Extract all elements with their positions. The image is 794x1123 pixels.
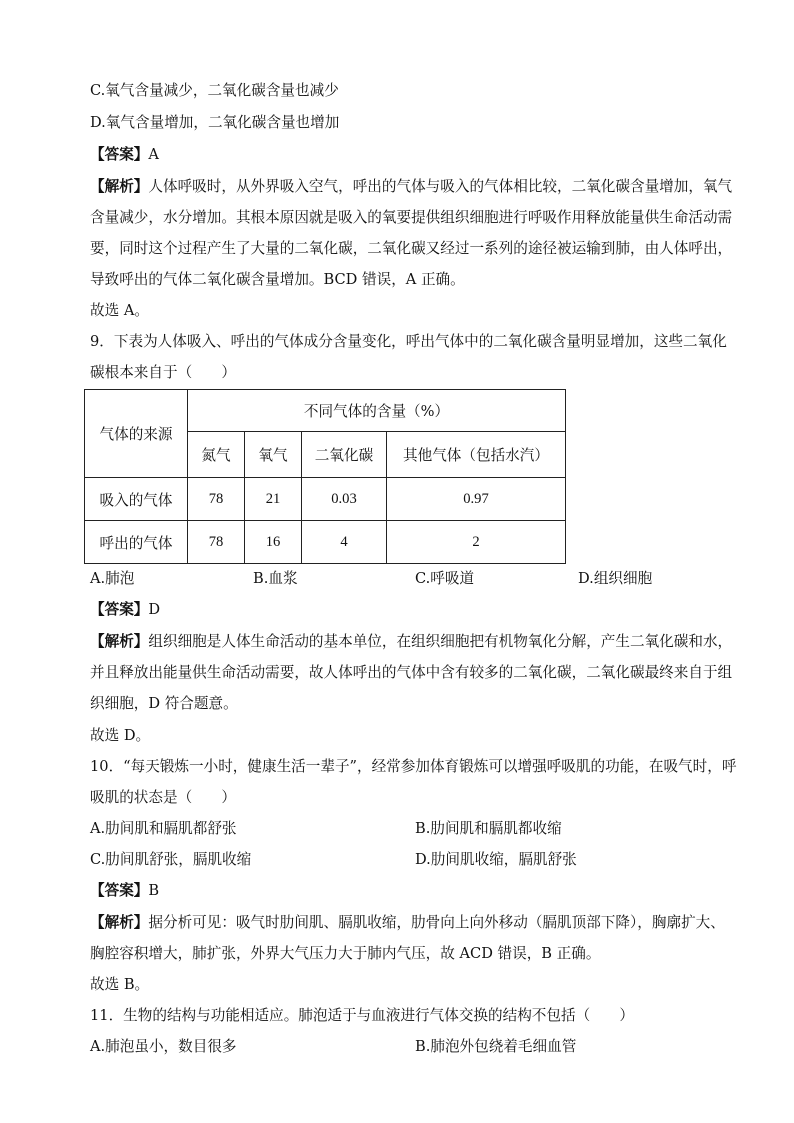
table-cell: 21 xyxy=(245,478,302,521)
q9-analysis-line-3: 织细胞，D 符合题意。 xyxy=(90,695,238,712)
q10-option-b: B.肋间肌和膈肌都收缩 xyxy=(415,820,562,837)
row-label: 呼出的气体 xyxy=(85,521,188,564)
q9-option-c: C.呼吸道 xyxy=(415,570,475,587)
q10-stem-line-2: 吸肌的状态是（ ） xyxy=(90,789,236,806)
q11-stem: 11．生物的结构与功能相适应。肺泡适于与血液进行气体交换的结构不包括（ ） xyxy=(90,1007,634,1024)
analysis-tag: 【解析】 xyxy=(90,633,149,650)
q11-option-a: A.肺泡虽小，数目很多 xyxy=(90,1038,237,1055)
q9-option-b: B.血浆 xyxy=(253,570,298,587)
q9-option-a: A.肺泡 xyxy=(90,570,135,587)
q9-stem-line-2: 碳根本来自于（ ） xyxy=(90,364,236,381)
table-cell: 4 xyxy=(302,521,387,564)
q8-analysis-line-4: 导致呼出的气体二氧化碳含量增加。BCD 错误，A 正确。 xyxy=(90,271,465,288)
column-header: 氮气 xyxy=(188,432,245,478)
analysis-text: 组织细胞是人体生命活动的基本单位，在组织细胞把有机物氧化分解，产生二氧化碳和水， xyxy=(148,633,733,650)
gas-composition-table xyxy=(84,389,566,564)
analysis-tag: 【解析】 xyxy=(90,178,149,195)
q9-answer xyxy=(90,600,160,620)
q8-analysis-line-2: 含量减少，水分增加。其根本原因就是吸入的氧要提供组织细胞进行呼吸作用释放能量供生命活动需 xyxy=(90,209,733,226)
answer-value: D xyxy=(148,601,161,618)
column-header: 二氧化碳 xyxy=(302,432,387,478)
q9-stem-line-1: 9．下表为人体吸入、呼出的气体成分含量变化，呼出气体中的二氧化碳含量明显增加，这些二氧化 xyxy=(90,333,727,350)
q10-answer xyxy=(90,881,159,901)
table-cell: 0.03 xyxy=(302,478,387,521)
table-cell: 2 xyxy=(387,521,566,564)
q8-conclusion: 故选 A。 xyxy=(90,302,149,319)
q8-option-d: D.氧气含量增加，二氧化碳含量也增加 xyxy=(90,114,340,131)
q10-stem-line-1: 10．“每天锻炼一小时，健康生活一辈子”，经常参加体育锻炼可以增强呼吸肌的功能，在吸气时，呼 xyxy=(90,758,737,775)
analysis-text: 据分析可见：吸气时肋间肌、膈肌收缩，肋骨向上向外移动（膈肌顶部下降），胸廓扩大、 xyxy=(148,914,725,931)
q10-option-a: A.肋间肌和膈肌都舒张 xyxy=(90,820,237,837)
q9-conclusion: 故选 D。 xyxy=(90,727,151,744)
table-cell: 78 xyxy=(188,521,245,564)
q9-option-d: D.组织细胞 xyxy=(578,570,653,587)
table-cell: 16 xyxy=(245,521,302,564)
analysis-text: 人体呼吸时，从外界吸入空气，呼出的气体与吸入的气体相比较，二氧化碳含量增加，氧气 xyxy=(148,178,733,195)
q8-answer xyxy=(90,145,159,165)
table-row xyxy=(85,521,566,564)
row-label: 吸入的气体 xyxy=(85,478,188,521)
q9-analysis-line-1 xyxy=(90,632,732,652)
q8-option-c: C.氧气含量减少，二氧化碳含量也减少 xyxy=(90,82,339,99)
q10-analysis-line-1 xyxy=(90,913,725,933)
answer-value: A xyxy=(148,146,159,163)
column-header: 氧气 xyxy=(245,432,302,478)
table-cell: 0.97 xyxy=(387,478,566,521)
answer-tag: 【答案】 xyxy=(90,882,149,899)
answer-tag: 【答案】 xyxy=(90,146,149,163)
analysis-tag: 【解析】 xyxy=(90,914,149,931)
column-header: 其他气体（包括水汽） xyxy=(387,432,566,478)
q10-option-d: D.肋间肌收缩，膈肌舒张 xyxy=(415,851,577,868)
q8-analysis-line-3: 要，同时这个过程产生了大量的二氧化碳，二氧化碳又经过一系列的途径被运输到肺，由人体呼出， xyxy=(90,240,733,257)
q10-conclusion: 故选 B。 xyxy=(90,976,150,993)
table-cell: 78 xyxy=(188,478,245,521)
q11-option-b: B.肺泡外包绕着毛细血管 xyxy=(415,1038,577,1055)
table-row xyxy=(85,478,566,521)
q8-analysis-line-1 xyxy=(90,177,732,197)
answer-tag: 【答案】 xyxy=(90,601,149,618)
table-corner-header: 气体的来源 xyxy=(85,390,188,478)
q9-analysis-line-2: 并且释放出能量供生命活动需要，故人体呼出的气体中含有较多的二氧化碳，二氧化碳最终来自于组 xyxy=(90,664,733,681)
q10-analysis-line-2: 胸腔容积增大，肺扩张，外界大气压力大于肺内气压，故 ACD 错误，B 正确。 xyxy=(90,945,601,962)
answer-value: B xyxy=(148,882,160,899)
table-group-header: 不同气体的含量（%） xyxy=(188,390,566,432)
q10-option-c: C.肋间肌舒张，膈肌收缩 xyxy=(90,851,252,868)
